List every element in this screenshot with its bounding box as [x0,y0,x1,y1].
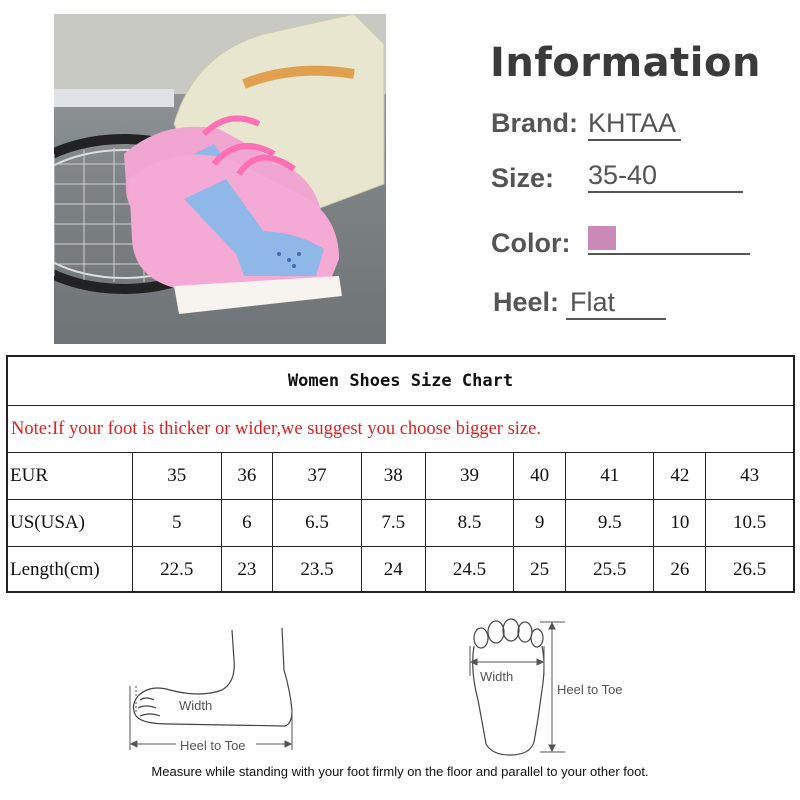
table-cell: 5 [133,500,222,547]
color-swatch [588,226,616,250]
table-cell: 10 [654,500,706,547]
table-cell: 24 [361,547,425,594]
table-cell: 22.5 [133,547,222,594]
table-cell: 23 [221,547,273,594]
table-cell: 9 [514,500,566,547]
top-length-label: Heel to Toe [557,682,623,697]
table-row-length [8,547,793,594]
side-length-label: Heel to Toe [180,738,246,753]
table-cell: 7.5 [361,500,425,547]
table-cell: 8.5 [425,500,514,547]
table-cell: 43 [706,453,793,500]
side-width-label: Width [179,698,213,713]
size-label: Size: [491,163,555,193]
measure-caption: Measure while standing with your foot firmly on the floor and parallel to your other foot. [151,764,649,779]
table-cell: 26.5 [706,547,793,594]
table-cell: 24.5 [425,547,514,594]
brand-value: KHTAA [588,108,681,141]
size-chart-note: Note:If your foot is thicker or wider,we suggest you choose bigger size. [8,405,793,453]
top-width-label: Width [480,669,514,684]
table-row-us [8,500,793,547]
table-cell: 9.5 [565,500,654,547]
table-cell: 6.5 [273,500,362,547]
size-chart-title: Women Shoes Size Chart [8,357,793,406]
info-title: Information [490,40,761,86]
foot-diagram-art [0,610,800,760]
table-cell: 35 [133,453,222,500]
table-cell: 42 [654,453,706,500]
table-cell: 10.5 [706,500,793,547]
side-foot-icon [133,628,292,726]
table-cell: 38 [361,453,425,500]
heel-value: Flat [566,287,666,320]
size-value: 35-40 [588,160,743,193]
brand-label: Brand: [491,108,578,138]
product-photo [54,14,386,344]
sneaker-illustration [54,14,386,344]
row-label: US(USA) [8,500,133,547]
measure-diagrams [0,610,800,760]
table-cell: 25 [514,547,566,594]
table-cell: 37 [273,453,362,500]
row-label: EUR [8,453,133,500]
table-cell: 41 [565,453,654,500]
size-chart [6,355,795,593]
row-label: Length(cm) [8,547,133,594]
table-cell: 26 [654,547,706,594]
color-label: Color: [491,228,571,258]
heel-label: Heel: [493,287,560,317]
color-underline [588,253,750,255]
table-row-eur [8,453,793,500]
size-table [8,453,793,593]
table-cell: 40 [514,453,566,500]
top-foot-icon [473,619,544,755]
table-cell: 39 [425,453,514,500]
table-cell: 36 [221,453,273,500]
table-cell: 23.5 [273,547,362,594]
table-cell: 6 [221,500,273,547]
table-cell: 25.5 [565,547,654,594]
